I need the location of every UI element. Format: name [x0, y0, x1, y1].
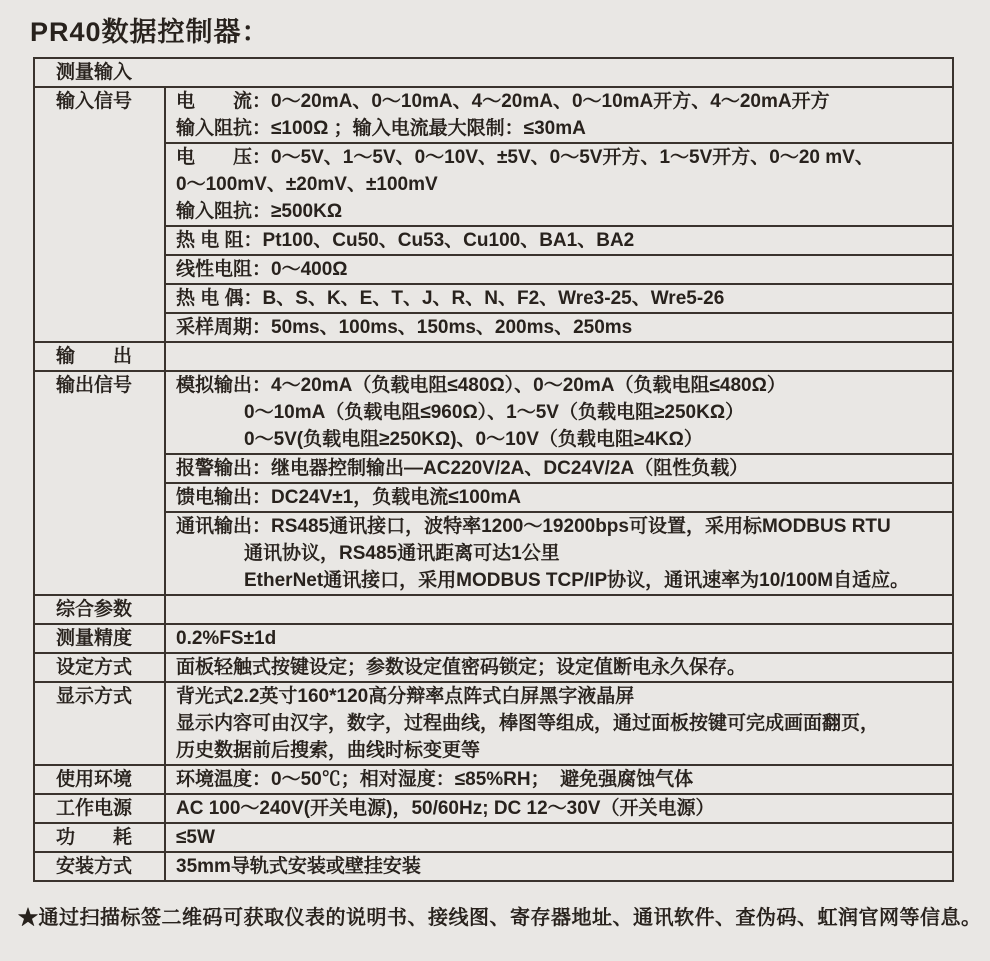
row-power: [35, 793, 952, 822]
spec-line: 电 流：0～20mA、0～10mA、4～20mA、0～10mA开方、4～20mA开方: [176, 91, 830, 112]
spec-line: 0～10mA（负载电阻≤960Ω）、1～5V（负载电阻≥250KΩ）: [244, 402, 745, 423]
spec-line: 通讯输出：RS485通讯接口，波特率1200～19200bps可设置，采用标MODBUS RTU: [176, 516, 891, 537]
installation-content: [166, 853, 952, 880]
row-environment: [35, 764, 952, 793]
spec-line: 采样周期：50ms、100ms、150ms、200ms、250ms: [176, 317, 633, 338]
spec-line: 通讯协议，RS485通讯距离可达1公里: [244, 543, 560, 564]
spec-line: 热 电 偶：B、S、K、E、T、J、R、N、F2、Wre3-25、Wre5-26: [176, 288, 725, 309]
spec-group-rtd: [166, 225, 952, 254]
spec-group-alarm-output: [166, 453, 952, 482]
spec-line: 电 压：0～5V、1～5V、0～10V、±5V、0～5V开方、1～5V开方、0～20 mV、: [176, 147, 874, 168]
spec-line: 0～100mV、±20mV、±100mV: [176, 174, 438, 195]
spec-line: 输入阻抗：≥500KΩ: [176, 201, 343, 222]
accuracy-content: [166, 625, 952, 652]
row-setting: [35, 652, 952, 681]
spec-table: [33, 57, 954, 882]
spec-line: ≤5W: [176, 827, 215, 848]
spec-line: 馈电输出：DC24V±1，负载电流≤100mA: [176, 487, 521, 508]
spec-line: 报警输出：继电器控制输出—AC220V/2A、DC24V/2A（阻性负载）: [176, 458, 749, 479]
spec-group-linear-resistance: [166, 254, 952, 283]
row-accuracy: [35, 623, 952, 652]
spec-group-feed-output: [166, 482, 952, 511]
section-row-general-params: [35, 594, 952, 623]
row-label-consumption: 功 耗: [35, 824, 166, 851]
spec-line: 输入阻抗：≤100Ω ；输入电流最大限制：≤30mA: [176, 118, 586, 139]
spec-group-voltage: [166, 142, 952, 225]
spec-line: 历史数据前后搜索，曲线时标变更等: [176, 740, 481, 761]
row-consumption: [35, 822, 952, 851]
spec-line: 显示内容可由汉字，数字，过程曲线，棒图等组成，通过面板按键可完成画面翻页，: [176, 713, 880, 734]
page-title: PR40数据控制器：: [30, 17, 270, 47]
section-label-measure-input: 测量输入: [56, 62, 133, 83]
row-label-power: 工作电源: [35, 795, 166, 822]
row-label-output-signal: 输出信号: [35, 372, 166, 594]
section-label-output: 输 出: [35, 343, 166, 370]
row-label-display: 显示方式: [35, 683, 166, 764]
section-row-output: [35, 341, 952, 370]
row-installation: [35, 851, 952, 880]
consumption-content: [166, 824, 952, 851]
row-output-signal: [35, 370, 952, 594]
spec-group-comm-output: [166, 511, 952, 594]
row-display: [35, 681, 952, 764]
spec-group-thermocouple: [166, 283, 952, 312]
output-empty-cell: [166, 343, 952, 370]
display-content: [166, 683, 952, 764]
spec-line: 35mm导轨式安装或壁挂安装: [176, 856, 421, 877]
spec-group-sampling: [166, 312, 952, 341]
spec-line: EtherNet通讯接口，采用MODBUS TCP/IP协议，通讯速率为10/100M自适应。: [244, 570, 910, 591]
row-label-accuracy: 测量精度: [35, 625, 166, 652]
spec-line: 热 电 阻：Pt100、Cu50、Cu53、Cu100、BA1、BA2: [176, 230, 635, 251]
spec-line: 面板轻触式按键设定；参数设定值密码锁定；设定值断电永久保存。: [176, 657, 747, 678]
section-label-general-params: 综合参数: [35, 596, 166, 623]
section-row-measure-input: [35, 59, 952, 86]
spec-line: 0.2%FS±1d: [176, 628, 277, 649]
spec-line: 模拟输出：4～20mA（负载电阻≤480Ω）、0～20mA（负载电阻≤480Ω）: [176, 375, 786, 396]
spec-line: 背光式2.2英寸160*120高分辩率点阵式白屏黑字液晶屏: [176, 686, 635, 707]
row-label-setting: 设定方式: [35, 654, 166, 681]
input-signal-content: [166, 88, 952, 341]
row-label-installation: 安装方式: [35, 853, 166, 880]
spec-group-display: [166, 683, 952, 764]
spec-line: 0～5V(负载电阻≥250KΩ)、0～10V（负载电阻≥4KΩ）: [244, 429, 703, 450]
spec-group-current: [166, 88, 952, 142]
power-content: [166, 795, 952, 822]
spec-line: 线性电阻：0～400Ω: [176, 259, 348, 280]
row-input-signal: [35, 86, 952, 341]
spec-line: AC 100～240V(开关电源)，50/60Hz; DC 12～30V（开关电源）: [176, 798, 715, 819]
output-signal-content: [166, 372, 952, 594]
row-label-environment: 使用环境: [35, 766, 166, 793]
spec-line: 环境温度：0～50℃；相对湿度：≤85%RH； 避免强腐蚀气体: [176, 769, 694, 790]
footer-note: ★通过扫描标签二维码可获取仪表的说明书、接线图、寄存器地址、通讯软件、查伪码、虹润官网等信息。: [18, 907, 982, 929]
row-label-input-signal: 输入信号: [35, 88, 166, 341]
setting-content: [166, 654, 952, 681]
general-params-empty-cell: [166, 596, 952, 623]
environment-content: [166, 766, 952, 793]
spec-group-analog-output: [166, 372, 952, 453]
